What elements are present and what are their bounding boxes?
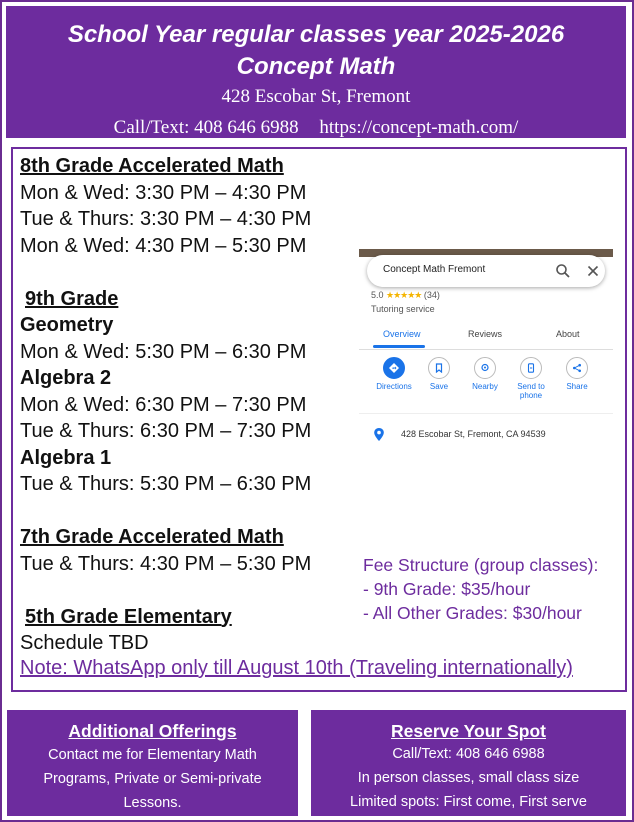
- nearby-button[interactable]: [462, 357, 508, 391]
- active-tab-indicator: [373, 345, 425, 348]
- fee-structure: [363, 553, 598, 625]
- fee-item-other: - All Other Grades: $30/hour: [363, 603, 582, 623]
- search-icon[interactable]: [555, 263, 571, 279]
- grade5-heading: 5th Grade Elementary: [25, 605, 232, 628]
- algebra1-time-1: Tue & Thurs: 5:30 PM – 6:30 PM: [20, 473, 312, 495]
- business-address: 428 Escobar St, Fremont: [221, 86, 411, 107]
- additional-offerings-title: Additional Offerings: [68, 721, 237, 741]
- header-banner: [6, 6, 626, 138]
- tab-about[interactable]: About: [556, 329, 580, 339]
- tab-overview[interactable]: Overview: [383, 329, 421, 339]
- maps-search-box[interactable]: [367, 255, 605, 287]
- reserve-spot-box: [311, 710, 626, 816]
- grade8-time-1: Mon & Wed: 3:30 PM – 4:30 PM: [20, 181, 307, 204]
- share-button[interactable]: [554, 357, 600, 391]
- spacer: [20, 259, 311, 286]
- send-to-phone-label-1: Send to: [517, 382, 545, 391]
- spacer: [20, 577, 311, 604]
- save-button[interactable]: [416, 357, 462, 391]
- grade7-time-1: Tue & Thurs: 4:30 PM – 5:30 PM: [20, 552, 312, 575]
- share-icon: [566, 357, 588, 379]
- rating-row: [371, 290, 440, 301]
- maps-address-text: 428 Escobar St, Fremont, CA 94539: [401, 429, 546, 439]
- page-title: School Year regular classes year 2025-2026: [67, 21, 565, 48]
- reserve-line-3: Limited spots: First come, First serve: [350, 794, 587, 810]
- maps-search-text: Concept Math Fremont: [383, 264, 486, 275]
- bookmark-icon: [428, 357, 450, 379]
- spacer: [20, 498, 311, 525]
- directions-label: Directions: [376, 382, 412, 391]
- maps-action-bar: [359, 357, 613, 407]
- phone-icon: [520, 357, 542, 379]
- divider: [359, 413, 613, 414]
- geometry-label: Geometry: [20, 314, 114, 336]
- reserve-line-1: Call/Text: 408 646 6988: [392, 746, 545, 762]
- fee-heading: Fee Structure (group classes):: [363, 555, 599, 575]
- algebra2-label: Algebra 2: [20, 367, 112, 389]
- star-rating-icon: ★★★★★: [386, 290, 422, 300]
- maps-address-row[interactable]: [373, 427, 613, 443]
- send-to-phone-label-2: phone: [519, 391, 543, 400]
- fee-item-9th: - 9th Grade: $35/hour: [363, 579, 531, 599]
- location-pin-icon: [373, 427, 385, 442]
- business-name: Concept Math: [236, 53, 396, 80]
- algebra2-time-1: Mon & Wed: 6:30 PM – 7:30 PM: [20, 393, 307, 416]
- directions-button[interactable]: [371, 357, 417, 391]
- whatsapp-note[interactable]: Note: WhatsApp only till August 10th (Traveling internationally): [20, 657, 573, 679]
- grade5-time-1: Schedule TBD: [20, 632, 149, 654]
- algebra1-label: Algebra 1: [20, 446, 112, 469]
- schedule-panel: [11, 147, 627, 692]
- schedule-list: [20, 153, 311, 657]
- additional-line-2: Programs, Private or Semi-private: [43, 771, 262, 787]
- additional-line-3: Lessons.: [123, 795, 182, 811]
- close-icon[interactable]: [585, 263, 601, 279]
- directions-icon: [383, 357, 405, 379]
- google-maps-card[interactable]: [359, 249, 613, 449]
- review-count: (34): [423, 290, 440, 300]
- grade9-heading: 9th Grade: [25, 287, 119, 310]
- contact-line: [6, 116, 626, 140]
- website-link[interactable]: https://concept-math.com/: [319, 117, 519, 138]
- nearby-icon: [474, 357, 496, 379]
- save-label: Save: [429, 382, 449, 391]
- geometry-time-1: Mon & Wed: 5:30 PM – 6:30 PM: [20, 340, 307, 363]
- share-label: Share: [566, 382, 588, 391]
- reserve-line-2: In person classes, small class size: [357, 770, 580, 786]
- reserve-spot-title: Reserve Your Spot: [391, 721, 546, 741]
- maps-tabs: [359, 329, 613, 350]
- rating-value: 5.0: [371, 290, 384, 300]
- grade8-time-3: Mon & Wed: 4:30 PM – 5:30 PM: [20, 234, 307, 257]
- grade8-time-2: Tue & Thurs: 3:30 PM – 4:30 PM: [20, 208, 312, 230]
- tab-reviews[interactable]: Reviews: [468, 329, 503, 339]
- additional-line-1: Contact me for Elementary Math: [48, 747, 257, 763]
- send-to-phone-button[interactable]: [508, 357, 554, 400]
- algebra2-time-2: Tue & Thurs: 6:30 PM – 7:30 PM: [20, 420, 312, 442]
- phone-number: Call/Text: 408 646 6988: [113, 117, 299, 138]
- nearby-label: Nearby: [472, 382, 498, 391]
- grade7-heading: 7th Grade Accelerated Math: [20, 526, 284, 548]
- additional-offerings-box: [7, 710, 298, 816]
- grade8-heading: 8th Grade Accelerated Math: [20, 155, 284, 177]
- business-category: Tutoring service: [371, 304, 435, 314]
